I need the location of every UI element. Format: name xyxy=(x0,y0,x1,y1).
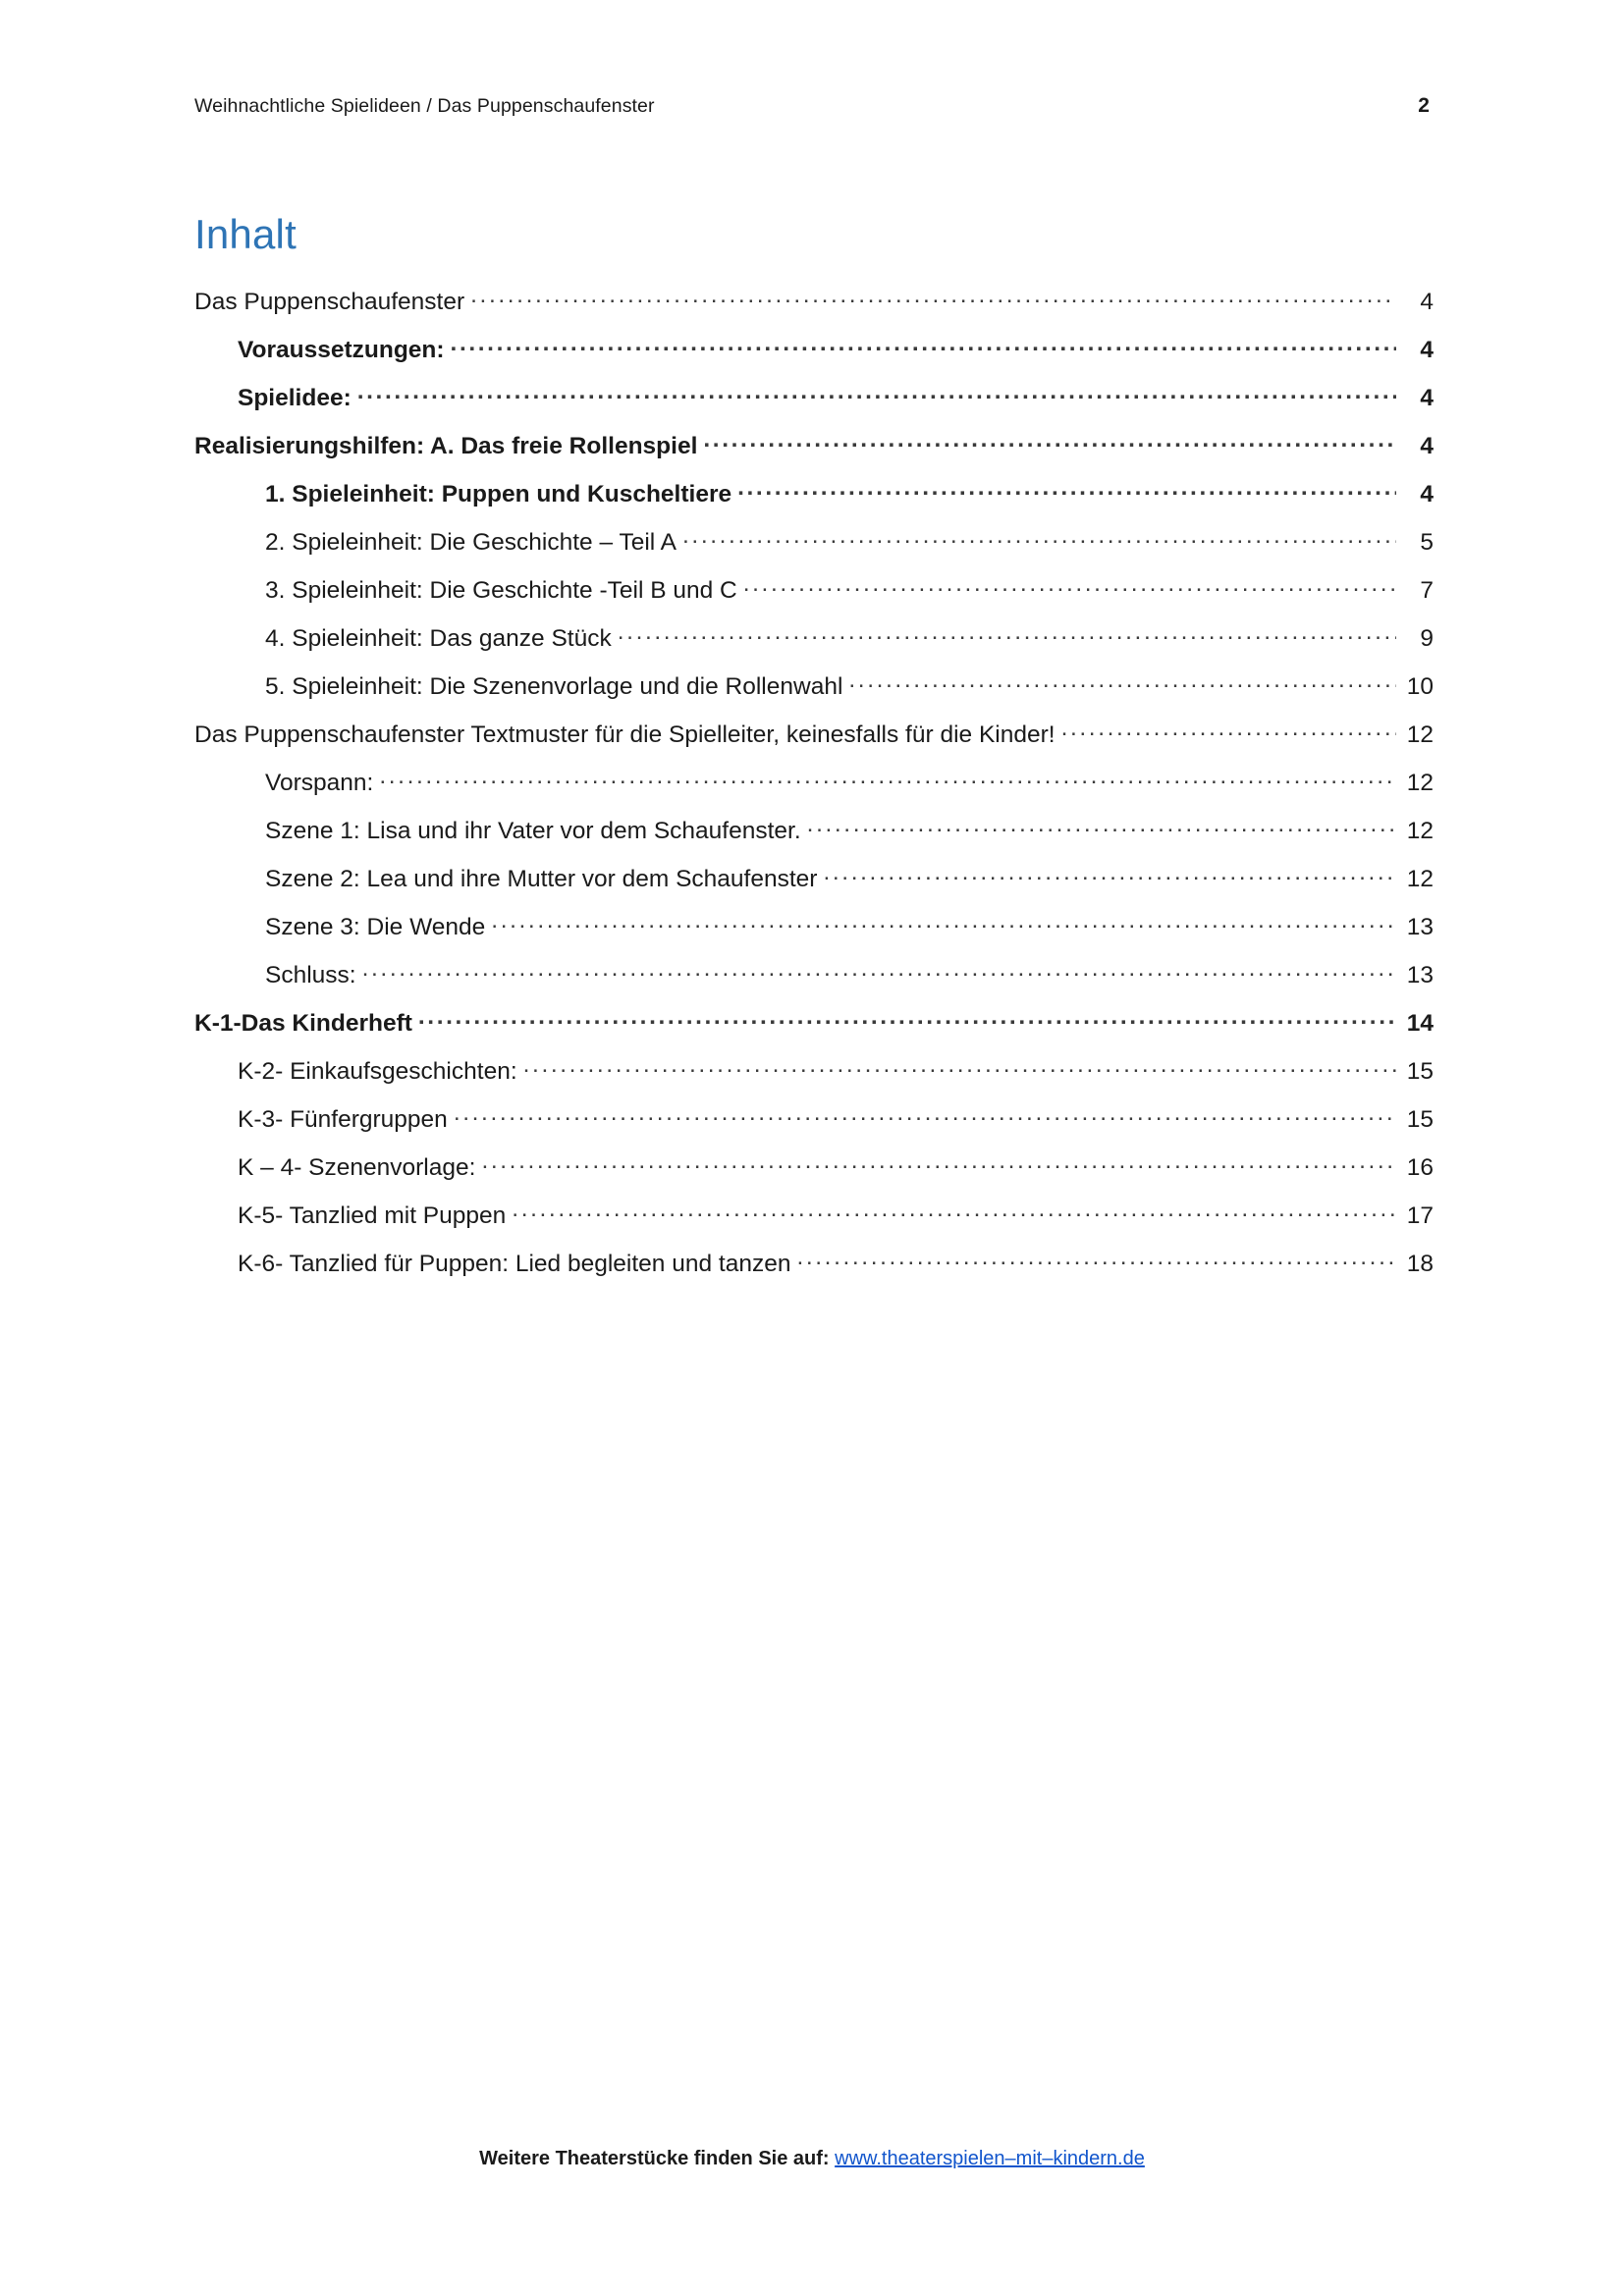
toc-entry-label: Spielidee: xyxy=(238,385,352,411)
toc-entry-label: 1. Spieleinheit: Puppen und Kuscheltiere xyxy=(265,481,732,507)
toc-entry-leader xyxy=(451,334,1396,358)
footer-website-link[interactable]: www.theaterspielen–mit–kindern.de xyxy=(835,2148,1145,2169)
toc-entry-page-number: 7 xyxy=(1420,577,1434,604)
toc-entry-label: Szene 3: Die Wende xyxy=(265,914,486,940)
toc-entry[interactable] xyxy=(194,420,1434,468)
toc-entry[interactable] xyxy=(265,949,1434,997)
toc-entry[interactable] xyxy=(194,276,1434,324)
toc-entry-page-number: 4 xyxy=(1420,289,1434,315)
toc-entry-page-number: 9 xyxy=(1420,625,1434,652)
toc-entry-leader xyxy=(618,622,1396,647)
toc-entry-page-number: 16 xyxy=(1406,1154,1434,1181)
toc-entry-page-number: 17 xyxy=(1406,1202,1434,1229)
toc-entry[interactable] xyxy=(265,613,1434,661)
toc-entry-label: Vorspann: xyxy=(265,770,374,796)
toc-entry-label: K-5- Tanzlied mit Puppen xyxy=(238,1202,507,1229)
toc-entry[interactable] xyxy=(265,901,1434,949)
toc-entry-page-number: 5 xyxy=(1420,529,1434,556)
toc-entry-page-number: 10 xyxy=(1406,673,1434,700)
toc-entry[interactable] xyxy=(194,997,1434,1045)
toc-entry-leader xyxy=(418,1007,1396,1032)
toc-entry-label: 3. Spieleinheit: Die Geschichte -Teil B und C xyxy=(265,577,737,604)
toc-entry[interactable] xyxy=(265,805,1434,853)
toc-entry-label: Das Puppenschaufenster Textmuster für die Spielleiter, keinesfalls für die Kinder! xyxy=(194,721,1056,748)
toc-entry[interactable] xyxy=(238,324,1434,372)
toc-entry-page-number: 13 xyxy=(1406,962,1434,988)
toc-entry-page-number: 12 xyxy=(1406,866,1434,892)
toc-entry-leader xyxy=(682,526,1396,551)
toc-entry-page-number: 4 xyxy=(1420,385,1434,411)
toc-entry-label: Szene 2: Lea und ihre Mutter vor dem Schaufenster xyxy=(265,866,818,892)
toc-entry-leader xyxy=(362,959,1396,984)
header-title: Weihnachtliche Spielideen / Das Puppenschaufenster xyxy=(194,95,655,117)
toc-entry-page-number: 15 xyxy=(1406,1058,1434,1085)
toc-entry-page-number: 4 xyxy=(1420,481,1434,507)
toc-entry[interactable] xyxy=(265,661,1434,709)
toc-entry-leader xyxy=(796,1248,1396,1272)
toc-entry[interactable] xyxy=(194,709,1434,757)
toc-entry-label: 2. Spieleinheit: Die Geschichte – Teil A xyxy=(265,529,677,556)
toc-entry[interactable] xyxy=(265,516,1434,564)
toc-entry-leader xyxy=(807,815,1396,839)
footer-text-strong: Weitere Theaterstücke xyxy=(479,2148,689,2169)
page-content xyxy=(194,211,1434,1286)
toc-entry[interactable] xyxy=(265,564,1434,613)
toc-entry-label: Das Puppenschaufenster xyxy=(194,289,465,315)
toc-entry-label: K-2- Einkaufsgeschichten: xyxy=(238,1058,517,1085)
toc-entry-leader xyxy=(454,1103,1396,1128)
toc-entry-leader xyxy=(737,478,1396,503)
toc-entry-label: K-3- Fünfergruppen xyxy=(238,1106,448,1133)
header-page-number: 2 xyxy=(1418,94,1430,117)
toc-entry[interactable] xyxy=(238,372,1434,420)
toc-entry-page-number: 13 xyxy=(1406,914,1434,940)
toc-entry-page-number: 12 xyxy=(1406,818,1434,844)
toc-entry-label: Szene 1: Lisa und ihr Vater vor dem Schaufenster. xyxy=(265,818,801,844)
page-title: Inhalt xyxy=(194,211,297,257)
toc-entry[interactable] xyxy=(265,853,1434,901)
toc-entry-label: K-1-Das Kinderheft xyxy=(194,1010,412,1037)
toc-entry-page-number: 18 xyxy=(1406,1251,1434,1277)
toc-entry-leader xyxy=(470,286,1396,310)
toc-entry-page-number: 12 xyxy=(1406,721,1434,748)
toc-entry-label: K-6- Tanzlied für Puppen: Lied begleiten und tanzen xyxy=(238,1251,791,1277)
toc-entry-label: 5. Spieleinheit: Die Szenenvorlage und die Rollenwahl xyxy=(265,673,843,700)
toc-entry-label: Schluss: xyxy=(265,962,356,988)
toc-entry-leader xyxy=(523,1055,1396,1080)
toc-entry-page-number: 4 xyxy=(1420,337,1434,363)
table-of-contents xyxy=(194,276,1434,1286)
toc-entry-label: 4. Spieleinheit: Das ganze Stück xyxy=(265,625,612,652)
toc-entry-label: Voraussetzungen: xyxy=(238,337,445,363)
toc-entry[interactable] xyxy=(265,757,1434,805)
toc-entry[interactable] xyxy=(238,1142,1434,1190)
toc-entry-page-number: 12 xyxy=(1406,770,1434,796)
toc-entry-leader xyxy=(491,911,1396,935)
toc-entry-leader xyxy=(823,863,1396,887)
toc-entry[interactable] xyxy=(238,1190,1434,1238)
toc-entry[interactable] xyxy=(265,468,1434,516)
toc-entry[interactable] xyxy=(238,1238,1434,1286)
toc-entry[interactable] xyxy=(238,1094,1434,1142)
toc-entry[interactable] xyxy=(238,1045,1434,1094)
toc-entry-leader xyxy=(848,670,1396,695)
toc-entry-page-number: 4 xyxy=(1420,433,1434,459)
running-footer xyxy=(0,2148,1624,2170)
toc-entry-leader xyxy=(379,767,1396,791)
toc-entry-leader xyxy=(1061,719,1396,743)
toc-entry-leader xyxy=(743,574,1396,599)
toc-entry-label: K – 4- Szenenvorlage: xyxy=(238,1154,476,1181)
footer-text-rest: finden Sie auf: xyxy=(693,2148,830,2169)
toc-entry-leader xyxy=(481,1151,1396,1176)
toc-entry-label: Realisierungshilfen: A. Das freie Rollenspiel xyxy=(194,433,698,459)
toc-entry-leader xyxy=(512,1200,1396,1224)
toc-entry-page-number: 15 xyxy=(1406,1106,1434,1133)
running-header xyxy=(194,94,1430,118)
toc-entry-page-number: 14 xyxy=(1406,1010,1434,1037)
toc-entry-leader xyxy=(703,430,1396,454)
toc-entry-leader xyxy=(357,382,1396,406)
